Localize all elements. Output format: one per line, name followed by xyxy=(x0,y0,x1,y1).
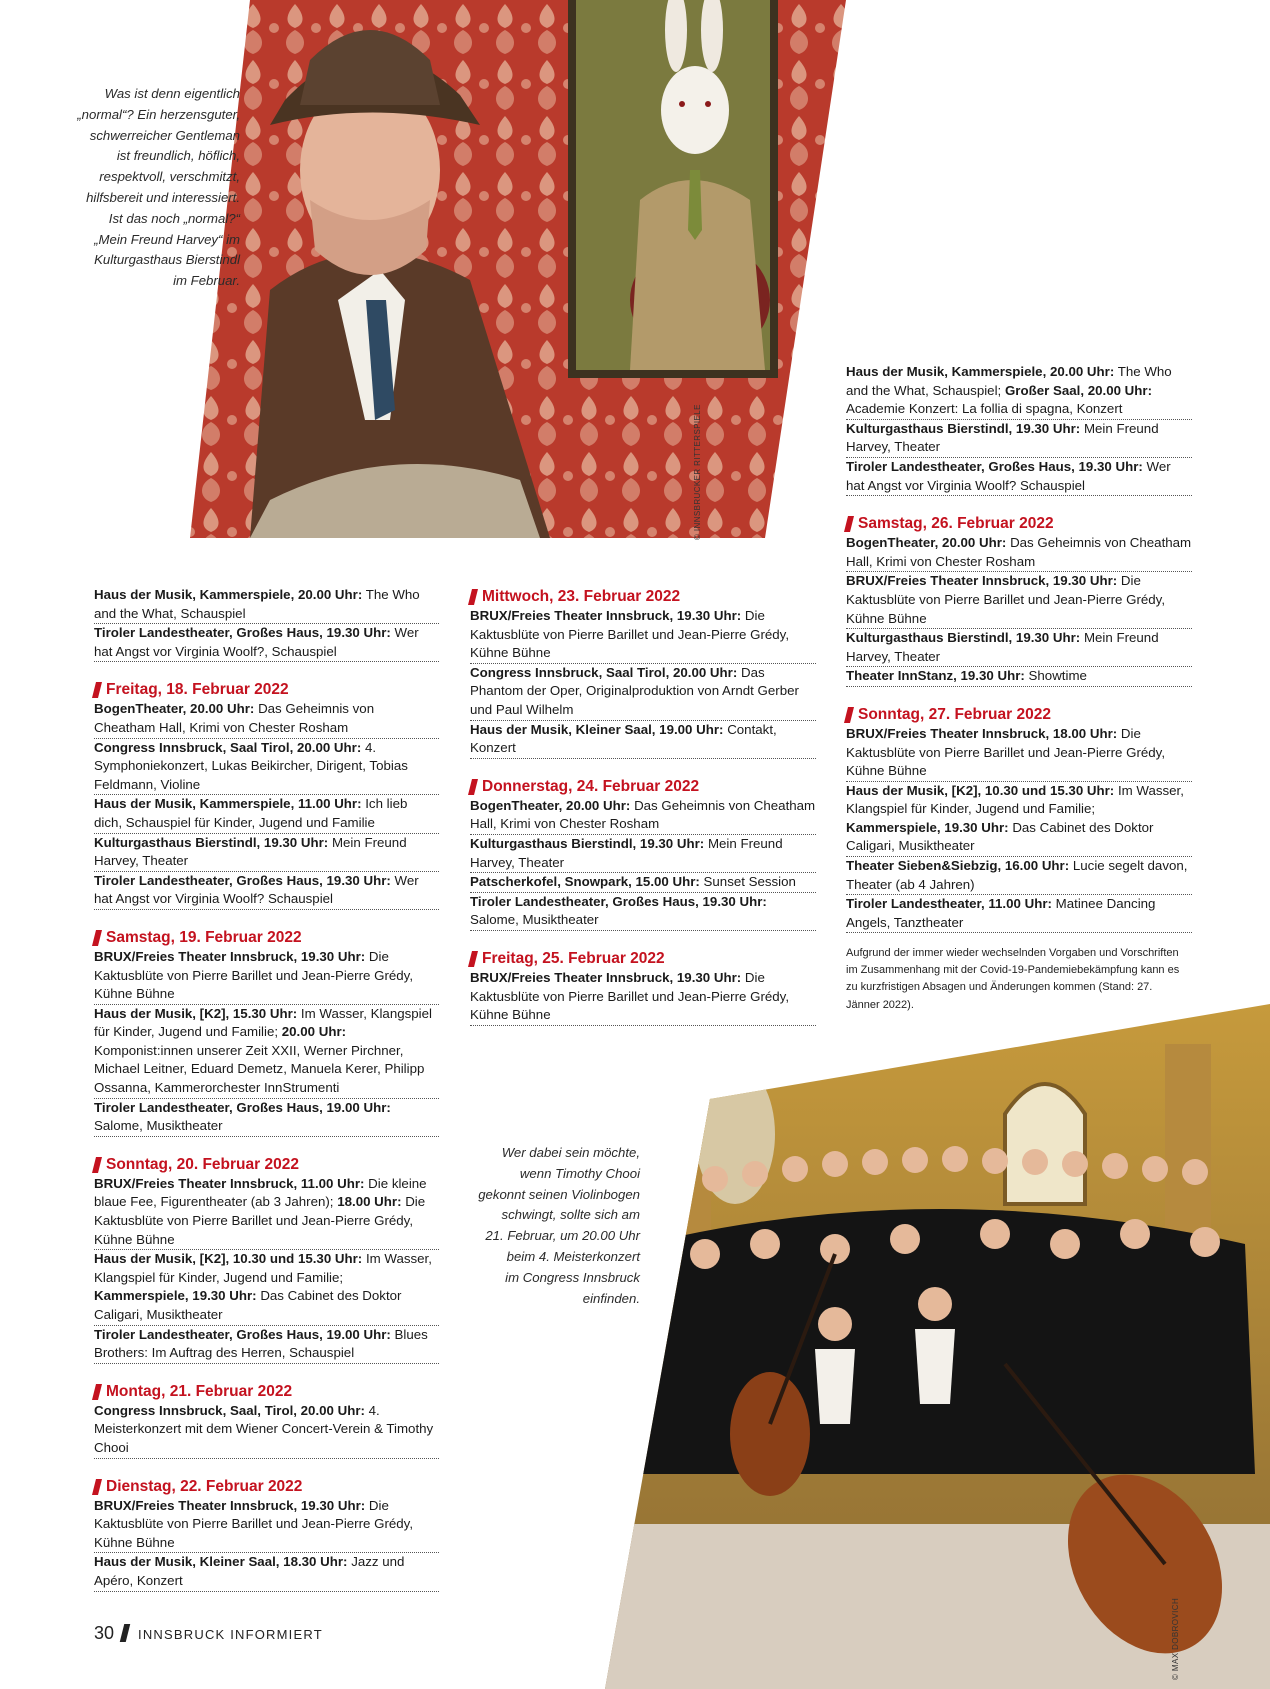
event-title: Das Geheimnis von Cheatham Hall, Krimi von Chester Rosham xyxy=(846,535,1192,569)
venue-time: Tiroler Landestheater, Großes Haus, 19.00 Uhr: xyxy=(94,1326,391,1342)
venue-time: Theater InnStanz, 19.30 Uhr: xyxy=(846,668,1025,684)
event-entry xyxy=(846,782,1192,857)
event-title: Die Kaktusblüte von Pierre Barillet und Jean-Pierre Grédy, Kühne Bühne xyxy=(94,1497,414,1550)
day-heading: Samstag, 19. Februar 2022 xyxy=(94,928,439,947)
event-title: Ich lieb dich, Schauspiel für Kinder, Jugend und Familie xyxy=(94,796,408,830)
caption-line: beim 4. Meisterkonzert xyxy=(506,1248,640,1264)
venue-time: Kulturgasthaus Bierstindl, 19.30 Uhr: xyxy=(846,630,1081,646)
event-title: Im Wasser, Klangspiel für Kinder, Jugend und Familie; xyxy=(94,1251,432,1285)
venue-time: BRUX/Freies Theater Innsbruck, 19.30 Uhr: xyxy=(846,573,1118,589)
day-heading: Donnerstag, 24. Februar 2022 xyxy=(470,777,816,796)
caption-line: hilfsbereit und interessiert. xyxy=(86,189,240,205)
event-title: Die Kaktusblüte von Pierre Barillet und Jean-Pierre Grédy, Kühne Bühne xyxy=(470,608,790,661)
event-entry xyxy=(94,1175,439,1250)
event-title: Das Cabinet des Doktor Caligari, Musiktheater xyxy=(94,1288,402,1322)
event-column-2 xyxy=(470,587,816,1026)
venue-time: BRUX/Freies Theater Innsbruck, 11.00 Uhr: xyxy=(94,1175,365,1191)
event-entry xyxy=(94,739,439,796)
venue-time: Großer Saal, 20.00 Uhr: xyxy=(1004,382,1153,398)
event-title: Im Wasser, Klangspiel für Kinder, Jugend und Familie; xyxy=(846,782,1184,817)
venue-time: BogenTheater, 20.00 Uhr: xyxy=(470,797,631,813)
event-entry xyxy=(846,420,1192,458)
event-entry xyxy=(94,1497,439,1554)
event-entry xyxy=(94,1326,439,1364)
event-entry xyxy=(94,1402,439,1459)
event-entry xyxy=(470,797,816,835)
page-number: 30 xyxy=(94,1623,115,1643)
orchestra-illustration xyxy=(605,1004,1270,1689)
photo-credit-bottom: © MAX DOBROVICH xyxy=(1171,1597,1180,1680)
event-entry xyxy=(846,363,1192,420)
event-entry xyxy=(846,458,1192,496)
venue-time: Patscherkofel, Snowpark, 15.00 Uhr: xyxy=(470,874,700,890)
event-column-3 xyxy=(846,363,1192,933)
caption-line: Wer dabei sein möchte, xyxy=(501,1145,640,1160)
event-entry xyxy=(846,534,1192,572)
venue-time: Kammerspiele, 19.30 Uhr: xyxy=(94,1288,257,1304)
caption-line: respektvoll, verschmitzt, xyxy=(99,169,240,185)
venue-time: Haus der Musik, Kammerspiele, 20.00 Uhr: xyxy=(846,364,1115,379)
day-heading: Mittwoch, 23. Februar 2022 xyxy=(470,587,816,606)
event-entry xyxy=(846,572,1192,629)
day-heading: Dienstag, 22. Februar 2022 xyxy=(94,1477,439,1496)
venue-time: Congress Innsbruck, Saal Tirol, 20.00 Uhr: xyxy=(470,664,738,680)
event-entry xyxy=(94,872,439,910)
caption-line: „normal“? Ein herzensguter, xyxy=(77,106,240,122)
event-title: Showtime xyxy=(1028,668,1087,684)
venue-time: Kulturgasthaus Bierstindl, 19.30 Uhr: xyxy=(470,835,705,851)
magazine-title: INNSBRUCK INFORMIERT xyxy=(138,1627,323,1642)
event-entry xyxy=(846,857,1192,895)
event-entry xyxy=(470,893,816,931)
event-entry xyxy=(94,948,439,1005)
venue-time: Congress Innsbruck, Saal, Tirol, 20.00 Uhr: xyxy=(94,1402,365,1418)
event-title: Jazz und Apéro, Konzert xyxy=(94,1554,405,1588)
venue-time: BRUX/Freies Theater Innsbruck, 18.00 Uhr: xyxy=(846,725,1118,741)
event-title: Die Kaktusblüte von Pierre Barillet und Jean-Pierre Grédy, Kühne Bühne xyxy=(846,725,1166,779)
event-entry xyxy=(94,834,439,872)
venue-time: BogenTheater, 20.00 Uhr: xyxy=(846,535,1007,551)
event-entry xyxy=(470,721,816,759)
event-entry xyxy=(94,700,439,738)
venue-time: Tiroler Landestheater, Großes Haus, 19.30 Uhr: xyxy=(94,872,391,888)
event-title: Wer hat Angst vor Virginia Woolf?, Schauspiel xyxy=(94,625,419,659)
covid-notice: Aufgrund der immer wieder wechselnden Vorgaben und Vorschriften im Zusammenhang mit der Covid-19-Pandemiebekämpfung kann es zu kurzfristigen Absagen und Änderungen kommen (Stand: 27. Jänner 2022). xyxy=(846,947,1180,1011)
caption-line: im Congress Innsbruck xyxy=(505,1269,640,1285)
day-heading: Freitag, 18. Februar 2022 xyxy=(94,680,439,699)
venue-time: Kulturgasthaus Bierstindl, 19.30 Uhr: xyxy=(846,420,1081,436)
event-title: Mein Freund Harvey, Theater xyxy=(470,835,783,870)
event-entry xyxy=(470,873,816,893)
venue-time: Theater Sieben&Siebzig, 16.00 Uhr: xyxy=(846,858,1070,874)
event-title: Salome, Musiktheater xyxy=(470,912,599,928)
event-title: Die Kaktusblüte von Pierre Barillet und Jean-Pierre Grédy, Kühne Bühne xyxy=(846,573,1166,626)
event-entry xyxy=(94,586,439,624)
event-entry xyxy=(94,1099,439,1137)
event-entry xyxy=(470,664,816,721)
venue-time: BRUX/Freies Theater Innsbruck, 19.30 Uhr: xyxy=(470,969,742,985)
venue-time: Tiroler Landestheater, Großes Haus, 19.30 Uhr: xyxy=(846,458,1143,474)
event-entry xyxy=(846,725,1192,782)
day-heading: Samstag, 26. Februar 2022 xyxy=(846,514,1192,533)
venue-time: Haus der Musik, [K2], 15.30 Uhr: xyxy=(94,1005,298,1021)
caption-line: ist freundlich, höflich, xyxy=(116,148,240,164)
photo-harvey-scene xyxy=(190,0,846,538)
caption-line: Ist das noch „normal?“ xyxy=(108,210,240,226)
venue-time: Tiroler Landestheater, 11.00 Uhr: xyxy=(846,896,1052,912)
event-title: Mein Freund Harvey, Theater xyxy=(846,630,1159,664)
event-title: The Who and the What, Schauspiel; xyxy=(846,364,1172,398)
venue-time: Congress Innsbruck, Saal Tirol, 20.00 Uhr: xyxy=(94,739,362,755)
event-title: Die Kaktusblüte von Pierre Barillet und Jean-Pierre Grédy, Kühne Bühne xyxy=(94,1194,426,1247)
photo-orchestra xyxy=(605,1004,1270,1689)
caption-line: im Februar. xyxy=(173,273,240,289)
event-title: Mein Freund Harvey, Theater xyxy=(846,420,1159,455)
event-title: Im Wasser, Klangspiel für Kinder, Jugend und Familie; xyxy=(94,1005,432,1040)
harvey-illustration xyxy=(190,0,846,538)
caption-line: einfinden. xyxy=(582,1290,640,1306)
event-title: Blues Brothers: Im Auftrag des Herren, Schauspiel xyxy=(94,1326,428,1361)
event-title: Das Phantom der Oper, Originalproduktion von Arndt Gerber und Paul Wilhelm xyxy=(470,664,799,717)
event-title: Die Kaktusblüte von Pierre Barillet und Jean-Pierre Grédy, Kühne Bühne xyxy=(470,969,790,1023)
event-title: Matinee Dancing Angels, Tanztheater xyxy=(846,896,1156,930)
event-entry xyxy=(94,1005,439,1099)
slash-mark-icon xyxy=(120,1624,130,1642)
event-entry xyxy=(846,667,1192,687)
event-column-1 xyxy=(94,586,439,1592)
caption-top xyxy=(40,84,240,292)
venue-time: BRUX/Freies Theater Innsbruck, 19.30 Uhr: xyxy=(94,948,366,964)
venue-time: Haus der Musik, Kleiner Saal, 19.00 Uhr: xyxy=(470,721,724,737)
event-title: Wer hat Angst vor Virginia Woolf? Schauspiel xyxy=(846,458,1171,493)
day-heading: Sonntag, 27. Februar 2022 xyxy=(846,705,1192,724)
event-title: Academie Konzert: La follia di spagna, Konzert xyxy=(846,401,1123,417)
page-footer xyxy=(94,1623,323,1644)
event-title: Das Geheimnis von Cheatham Hall, Krimi von Chester Rosham xyxy=(94,701,375,735)
event-entry xyxy=(470,969,816,1026)
event-title: 4. Symphoniekonzert, Lukas Beikircher, Dirigent, Tobias Feldmann, Violine xyxy=(94,739,408,792)
venue-time: Haus der Musik, [K2], 10.30 und 15.30 Uhr: xyxy=(846,782,1115,798)
event-title: Die Kaktusblüte von Pierre Barillet und Jean-Pierre Grédy, Kühne Bühne xyxy=(94,948,414,1002)
venue-time: Haus der Musik, Kammerspiele, 11.00 Uhr: xyxy=(94,796,362,812)
venue-time: Kulturgasthaus Bierstindl, 19.30 Uhr: xyxy=(94,834,329,850)
caption-bottom xyxy=(440,1143,640,1309)
event-title: 4. Meisterkonzert mit dem Wiener Concert-Verein & Timothy Chooi xyxy=(94,1402,434,1455)
event-entry xyxy=(94,795,439,833)
venue-time: Haus der Musik, [K2], 10.30 und 15.30 Uhr: xyxy=(94,1251,363,1267)
caption-line: Kulturgasthaus Bierstindl xyxy=(94,252,240,268)
event-title: Komponist:innen unserer Zeit XXII, Werner Pirchner, Michael Leitner, Eduard Demetz, Manuela Kerer, Philipp Ossanna, Kammerorchester InnStrumenti xyxy=(94,1042,425,1096)
venue-time: 20.00 Uhr: xyxy=(281,1024,347,1040)
event-title: Sunset Session xyxy=(703,874,796,890)
caption-line: „Mein Freund Harvey“ im xyxy=(94,231,240,247)
event-entry xyxy=(470,607,816,664)
event-title: Contakt, Konzert xyxy=(470,721,777,756)
caption-line: schwingt, sollte sich am xyxy=(501,1207,640,1223)
event-entry xyxy=(94,1553,439,1591)
venue-time: BRUX/Freies Theater Innsbruck, 19.30 Uhr: xyxy=(470,608,742,623)
photo-credit-top: © INNSBRUCKER RITTERSPIELE xyxy=(693,404,702,540)
event-title: Lucie segelt davon, Theater (ab 4 Jahren) xyxy=(846,858,1188,892)
venue-time: 18.00 Uhr: xyxy=(337,1194,402,1210)
event-entry xyxy=(470,835,816,873)
caption-line: Was ist denn eigentlich xyxy=(104,86,240,101)
day-heading: Sonntag, 20. Februar 2022 xyxy=(94,1155,439,1174)
venue-time: Tiroler Landestheater, Großes Haus, 19.30 Uhr: xyxy=(94,625,391,641)
caption-line: 21. Februar, um 20.00 Uhr xyxy=(485,1228,640,1244)
event-title: Salome, Musiktheater xyxy=(94,1118,223,1134)
event-title: Das Cabinet des Doktor Caligari, Musiktheater xyxy=(846,819,1154,854)
caption-line: wenn Timothy Chooi xyxy=(519,1165,640,1181)
day-heading: Freitag, 25. Februar 2022 xyxy=(470,949,816,968)
event-title: Das Geheimnis von Cheatham Hall, Krimi von Chester Rosham xyxy=(470,797,816,832)
event-entry xyxy=(846,629,1192,667)
caption-line: schwerreicher Gentleman xyxy=(89,127,240,143)
venue-time: Tiroler Landestheater, Großes Haus, 19.00 Uhr: xyxy=(94,1099,391,1115)
venue-time: Haus der Musik, Kammerspiele, 20.00 Uhr: xyxy=(94,587,363,602)
event-title: Wer hat Angst vor Virginia Woolf? Schauspiel xyxy=(94,872,419,907)
venue-time: BogenTheater, 20.00 Uhr: xyxy=(94,701,255,717)
event-entry xyxy=(94,624,439,662)
venue-time: Haus der Musik, Kleiner Saal, 18.30 Uhr: xyxy=(94,1554,348,1570)
event-title: The Who and the What, Schauspiel xyxy=(94,587,420,621)
day-heading: Montag, 21. Februar 2022 xyxy=(94,1382,439,1401)
venue-time: BRUX/Freies Theater Innsbruck, 19.30 Uhr: xyxy=(94,1497,366,1513)
venue-time: Kammerspiele, 19.30 Uhr: xyxy=(846,819,1009,835)
venue-time: Tiroler Landestheater, Großes Haus, 19.30 Uhr: xyxy=(470,893,767,909)
caption-line: gekonnt seinen Violinbogen xyxy=(478,1186,640,1202)
event-entry xyxy=(846,895,1192,933)
event-entry xyxy=(94,1250,439,1325)
event-title: Die kleine blaue Fee, Figurentheater (ab 3 Jahren); xyxy=(94,1175,427,1210)
event-title: Mein Freund Harvey, Theater xyxy=(94,834,407,869)
